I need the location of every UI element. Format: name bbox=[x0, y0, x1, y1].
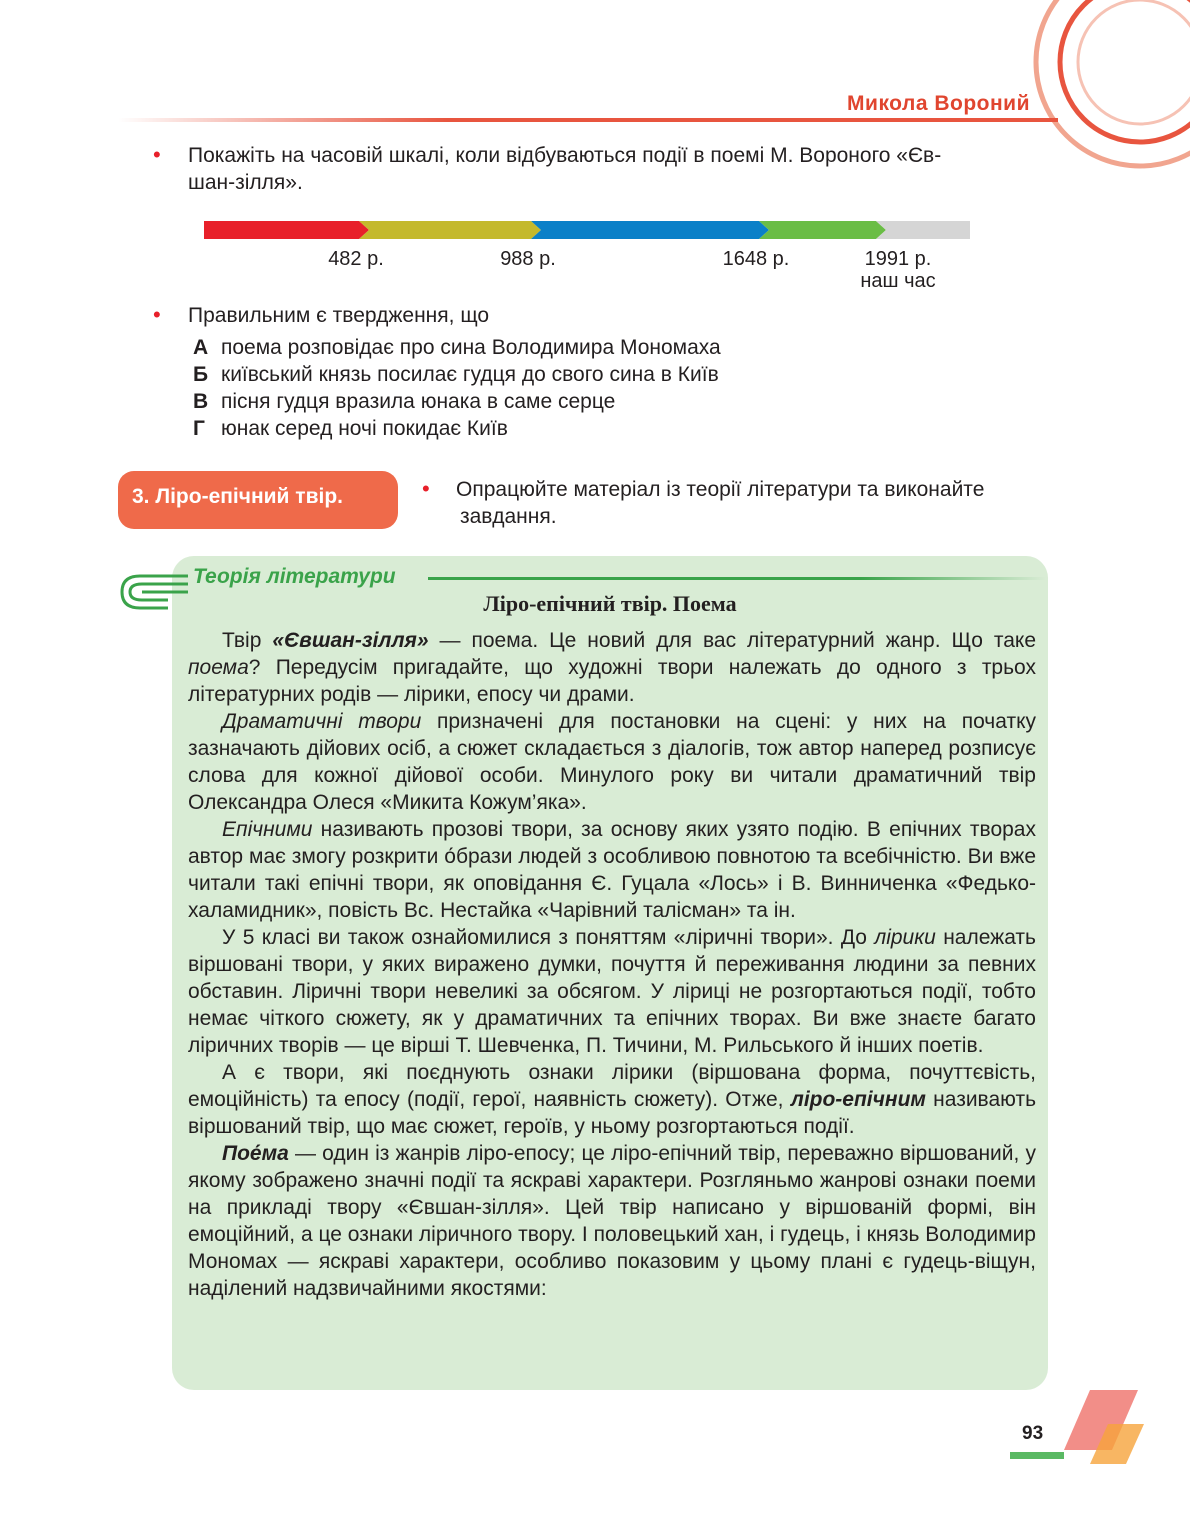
theory-paragraph: Епічними називають прозові твори, за основу яких узято подію. В епічних творах автор має змогу розкрити о́брази людей з особливою повнотою та всебічністю. Ви вже читали такі епічні твори, як оповідання Є. Гуцала «Лось» і В. Винниченка «Федько-халамидник», повість Вс. Нестайка «Чарівний талісман» та ін. bbox=[188, 818, 1036, 922]
answer-option: А поема розповідає про сина Володимира Мономаха bbox=[193, 336, 721, 359]
author-header: Микола Вороний bbox=[847, 92, 1030, 115]
theory-body bbox=[188, 627, 1036, 1302]
timeline-label: 1991 р. наш час bbox=[860, 248, 936, 292]
timeline-segment bbox=[204, 221, 369, 239]
page-number: 93 bbox=[1022, 1423, 1044, 1444]
timeline-scale bbox=[204, 221, 970, 239]
timeline-segment bbox=[876, 221, 970, 239]
bullet-icon: • bbox=[422, 476, 430, 501]
answer-option: В пісня гудця вразила юнака в саме серце bbox=[193, 390, 616, 413]
bullet-icon: • bbox=[153, 302, 161, 327]
theory-paragraph: А є твори, які поєднують ознаки лірики (віршована форма, почуттєвість, емоційність) та епосу (події, герої, наявність сюжету). Отже, ліро-епічним називають віршований твір, що має сюжет, героїв, у ньому розгортаються події. bbox=[188, 1061, 1037, 1138]
theory-paragraph: Твір «Євшан-зілля» — поема. Це новий для вас літературний жанр. Що таке поема? Передусім пригадайте, що художні твори належать до одного з трьох літературних родів — лірики, епосу чи драми. bbox=[188, 629, 1036, 706]
bullet-icon: • bbox=[153, 142, 161, 167]
theory-heading: Теорія літератури bbox=[193, 565, 396, 588]
answer-option: Б київський князь посилає гудця до свого сина в Київ bbox=[193, 363, 719, 386]
theory-divider bbox=[428, 577, 1046, 580]
corner-decoration bbox=[1062, 1388, 1146, 1466]
theory-paragraph: У 5 класі ви також ознайомилися з поняттям «ліричні твори». До лірики належать віршовані твори, у яких виражено думки, почуття й переживання людини за певних обставин. Ліричні твори невеликі за обсягом. У ліриці не розгортаються події, тобто немає чіткого сюжету, як у драматичних та епічних творах. Ви вже знаєте багато ліричних творів — це вірші Т. Шевченка, П. Тичини, М. Рильського й інших поетів. bbox=[188, 926, 1036, 1057]
answer-options bbox=[193, 334, 1013, 442]
section-task: Опрацюйте матеріал із теорії літератури та виконайте завдання. bbox=[456, 478, 985, 528]
timeline-prompt bbox=[188, 142, 1048, 196]
timeline-prompt-line: Покажіть на часовій шкалі, коли відбуваються події в поемі М. Вороного «Єв- bbox=[188, 144, 942, 167]
timeline-prompt-line: шан-зілля». bbox=[188, 171, 303, 194]
statement-prompt: Правильним є твердження, що bbox=[188, 304, 490, 327]
theory-title: Ліро-епічний твір. Поема bbox=[483, 591, 737, 616]
theory-paragraph: Пое́ма — один із жанрів ліро-епосу; це ліро-епічний твір, переважно віршований, у якому зображено значні події та яскраві характери. Розгляньмо жанрові ознаки поеми на прикладі твору «Євшан-зілля». Цей твір написано у віршованій формі, він емоційний, а це ознаки ліричного твору. І половецький хан, і гудець, і князь Володимир Мономах — яскраві характери, особливо показовим у цьому плані є гудець-віщун, наділений надзвичайними якостями: bbox=[188, 1142, 1036, 1300]
theory-paragraph: Драматичні твори призначені для постановки на сцені: у них на початку зазначають дійових осіб, а сюжет складається з діалогів, тож автор наперед розписує слова для кожної дійової особи. Минулого року ви читали драматичний твір Олександра Олеся «Микита Кожум’яка». bbox=[188, 710, 1036, 814]
timeline-segment bbox=[531, 221, 769, 239]
header-divider bbox=[118, 118, 1058, 122]
answer-option: Г юнак серед ночі покидає Київ bbox=[193, 417, 508, 440]
timeline-label: 482 р. bbox=[328, 248, 384, 270]
footer-bar bbox=[1010, 1452, 1064, 1459]
timeline-segment bbox=[359, 221, 541, 239]
timeline-label: 1648 р. bbox=[722, 248, 790, 270]
timeline-label: 988 р. bbox=[500, 248, 556, 270]
section-label: 3. Ліро-епічний твір. bbox=[118, 471, 398, 529]
timeline-segment bbox=[759, 221, 886, 239]
